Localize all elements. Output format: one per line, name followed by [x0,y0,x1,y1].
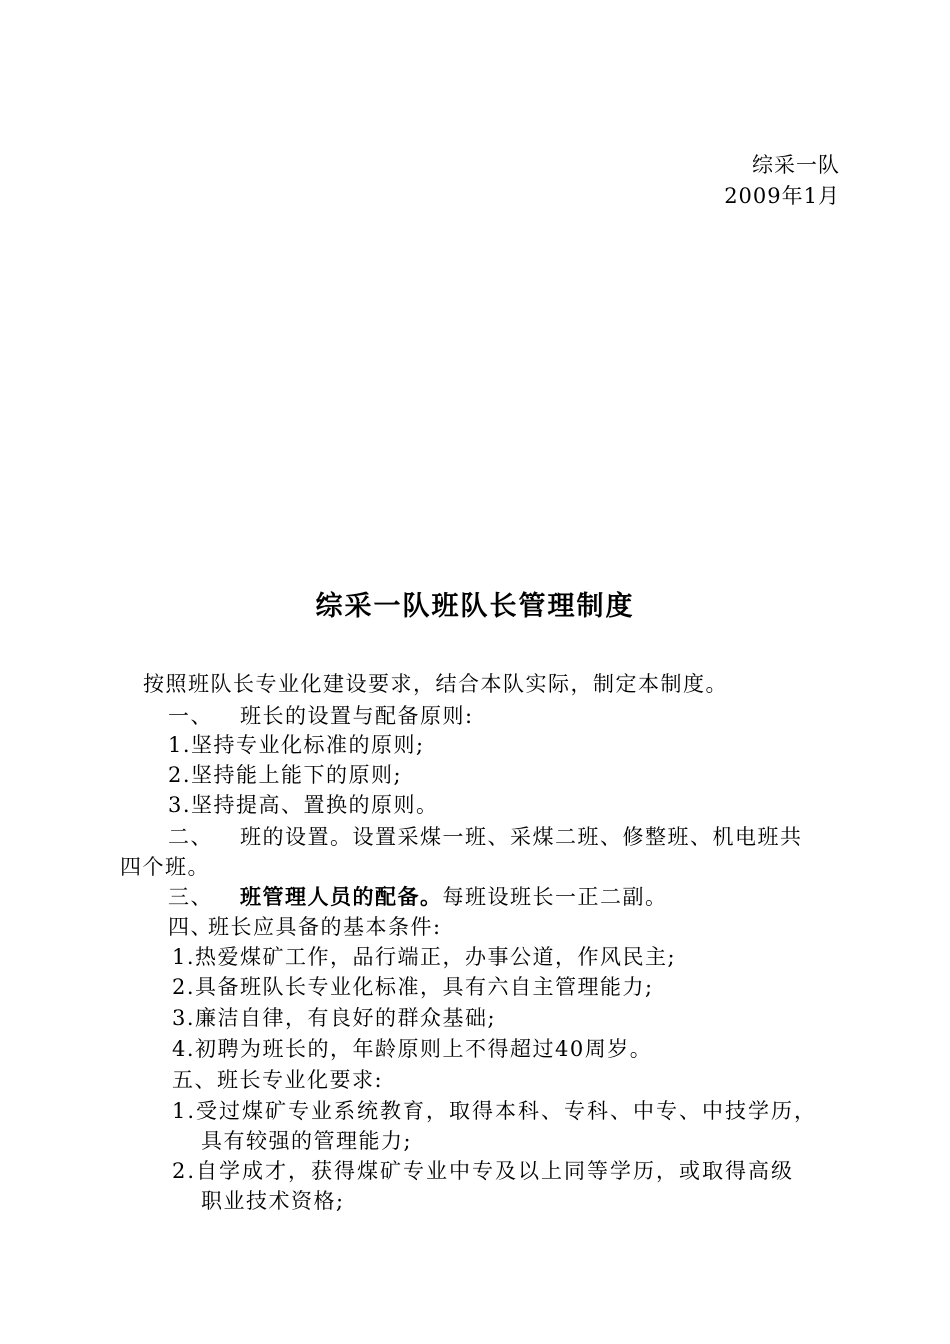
intro-paragraph: 按照班队长专业化建设要求，结合本队实际，制定本制度。 [143,672,728,696]
section-3-text: 每班设班长一正二副。 [442,885,668,909]
section-4-item: 2.具备班队长专业化标准，具有六自主管理能力; [172,975,654,999]
section-1-item: 1.坚持专业化标准的原则; [168,733,425,757]
header-date: 2009年1月 [724,184,840,208]
section-3-bold-text: 班管理人员的配备。 [240,884,443,909]
section-5-item-line: 具有较强的管理能力; [201,1129,413,1153]
section-5-heading [172,1065,383,1095]
section-5-item-line: 2.自学成才，获得煤矿专业中专及以上同等学历，或取得高级 [172,1159,795,1183]
section-4-text: 班长应具备的基本条件: [208,915,442,939]
header-org: 综采一队 [752,153,840,177]
section-1-heading [168,701,474,731]
section-2-text: 班的设置。设置采煤一班、采煤二班、修整班、机电班共 [240,825,803,849]
section-5-item-line: 1.受过煤矿专业系统教育，取得本科、专科、中专、中技学历， [172,1099,818,1123]
section-5-item-line: 职业技术资格; [201,1189,345,1213]
section-2-number: 二、 [168,825,213,849]
document-title: 综采一队班队长管理制度 [315,591,635,622]
section-1-text: 班长的设置与配备原则: [240,704,474,728]
section-4-heading [168,912,442,942]
section-1-item: 2.坚持能上能下的原则; [168,763,403,787]
section-4-item: 1.热爱煤矿工作，品行端正，办事公道，作风民主; [172,945,677,969]
section-2-continuation: 四个班。 [120,855,210,879]
section-3-heading [168,882,668,912]
section-3-number: 三、 [168,885,213,909]
section-1-item: 3.坚持提高、置换的原则。 [168,793,439,817]
section-4-item: 4.初聘为班长的，年龄原则上不得超过40周岁。 [172,1037,653,1061]
section-2-heading [168,822,803,852]
section-5-text: 五、班长专业化要求: [172,1068,384,1092]
section-4-item: 3.廉洁自律，有良好的群众基础; [172,1006,497,1030]
section-4-number: 四、 [168,915,213,939]
header-block [724,150,840,212]
section-1-number: 一、 [168,704,213,728]
